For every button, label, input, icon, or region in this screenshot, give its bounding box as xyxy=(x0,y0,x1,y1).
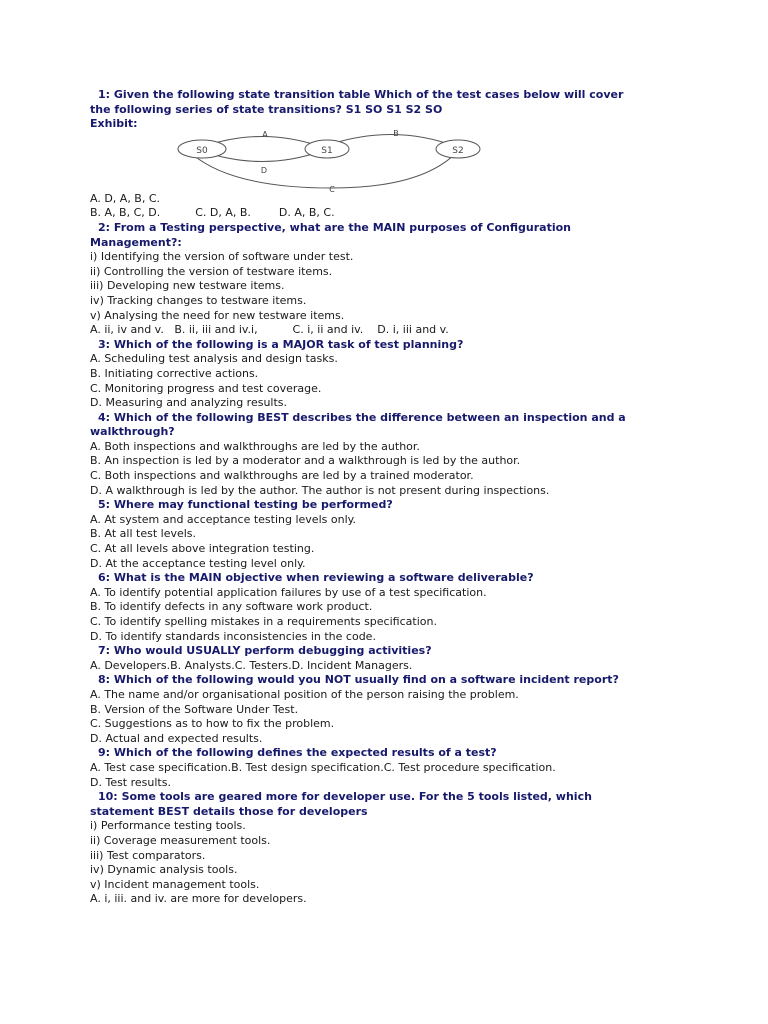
question-2-option: ii) Controlling the version of testware items. xyxy=(90,264,333,278)
question-10 xyxy=(90,790,730,907)
question-8-stem: 8: Which of the following would you NOT usually find on a software incident report? xyxy=(98,673,619,687)
question-2-answers: A. ii, iv and v. B. ii, iii and iv.i, C. i, ii and iv. D. i, iii and v. xyxy=(90,323,449,337)
question-9-option: D. Test results. xyxy=(90,775,171,789)
question-10-option: ii) Coverage measurement tools. xyxy=(90,833,271,847)
question-3-option: D. Measuring and analyzing results. xyxy=(90,396,288,410)
question-6-option: B. To identify defects in any software work product. xyxy=(90,600,373,614)
question-2-option: iv) Tracking changes to testware items. xyxy=(90,293,307,307)
question-10-option: i) Performance testing tools. xyxy=(90,819,246,833)
question-6 xyxy=(90,571,730,644)
question-10-answer: A. i, iii. and iv. are more for developers. xyxy=(90,892,307,906)
question-5 xyxy=(90,498,730,571)
question-4-stem-cont: walkthrough? xyxy=(90,425,175,439)
question-3 xyxy=(90,338,730,411)
question-10-option: iv) Dynamic analysis tools. xyxy=(90,863,238,877)
question-1-option: A. D, A, B, C. xyxy=(90,191,161,205)
question-10-option: v) Incident management tools. xyxy=(90,877,260,891)
question-6-option: D. To identify standards inconsistencies in the code. xyxy=(90,629,376,643)
question-6-option: A. To identify potential application failures by use of a test specification. xyxy=(90,585,487,599)
question-2 xyxy=(90,221,730,338)
question-3-option: B. Initiating corrective actions. xyxy=(90,366,259,380)
question-7 xyxy=(90,644,730,673)
question-9-stem: 9: Which of the following defines the expected results of a test? xyxy=(98,746,497,760)
question-8-option: A. The name and/or organisational position of the person raising the problem. xyxy=(90,687,519,701)
exhibit-label: Exhibit: xyxy=(90,117,138,131)
question-4-option: B. An inspection is led by a moderator and a walkthrough is led by the author. xyxy=(90,454,521,468)
question-5-stem: 5: Where may functional testing be performed? xyxy=(98,498,393,512)
question-10-stem-cont: statement BEST details those for developers xyxy=(90,804,368,818)
question-8-option: D. Actual and expected results. xyxy=(90,731,263,745)
question-10-stem: 10: Some tools are geared more for developer use. For the 5 tools listed, which xyxy=(98,790,592,804)
question-5-option: A. At system and acceptance testing levels only. xyxy=(90,512,357,526)
question-4-option: C. Both inspections and walkthroughs are led by a trained moderator. xyxy=(90,469,474,483)
state-transition-diagram xyxy=(90,129,730,192)
state-s2-label: S2 xyxy=(452,145,464,156)
question-1-option: B. A, B, C, D. C. D, A, B. D. A, B, C. xyxy=(90,206,335,220)
question-5-option: D. At the acceptance testing level only. xyxy=(90,556,306,570)
transition-a-label: A xyxy=(262,129,268,139)
question-4-option: A. Both inspections and walkthroughs are led by the author. xyxy=(90,439,420,453)
question-9 xyxy=(90,746,730,790)
question-10-option: iii) Test comparators. xyxy=(90,848,206,862)
question-1-stem-cont: the following series of state transitions? S1 SO S1 S2 SO xyxy=(90,102,443,116)
question-8-option: B. Version of the Software Under Test. xyxy=(90,702,299,716)
question-5-option: C. At all levels above integration testing. xyxy=(90,542,315,556)
transition-d-label: D xyxy=(260,165,268,175)
transition-c-label: C xyxy=(329,184,335,192)
question-4 xyxy=(90,411,730,499)
transition-b-label: B xyxy=(393,129,399,138)
question-7-stem: 7: Who would USUALLY perform debugging activities? xyxy=(98,644,432,658)
question-8 xyxy=(90,673,730,746)
question-2-option: v) Analysing the need for new testware items. xyxy=(90,308,345,322)
question-4-option: D. A walkthrough is led by the author. The author is not present during inspections. xyxy=(90,483,550,497)
question-3-option: C. Monitoring progress and test coverage. xyxy=(90,381,322,395)
state-s1-label: S1 xyxy=(321,145,333,156)
question-8-option: C. Suggestions as to how to fix the problem. xyxy=(90,717,335,731)
question-1-stem: 1: Given the following state transition table Which of the test cases below will cover xyxy=(98,88,624,101)
state-diagram-figure xyxy=(172,130,484,192)
question-1 xyxy=(90,88,730,221)
question-4-stem: 4: Which of the following BEST describes the difference between an inspection and a xyxy=(98,410,626,424)
question-7-option: A. Developers.B. Analysts.C. Testers.D. Incident Managers. xyxy=(90,658,413,672)
question-2-stem: 2: From a Testing perspective, what are the MAIN purposes of Configuration xyxy=(98,220,571,234)
question-9-option: A. Test case specification.B. Test design specification.C. Test procedure specification. xyxy=(90,760,556,774)
question-2-option: iii) Developing new testware items. xyxy=(90,279,285,293)
question-2-option: i) Identifying the version of software under test. xyxy=(90,250,354,264)
question-5-option: B. At all test levels. xyxy=(90,527,197,541)
question-2-stem-cont: Management?: xyxy=(90,235,182,249)
question-6-option: C. To identify spelling mistakes in a requirements specification. xyxy=(90,615,437,628)
question-3-option: A. Scheduling test analysis and design tasks. xyxy=(90,352,338,366)
question-3-stem: 3: Which of the following is a MAJOR task of test planning? xyxy=(98,337,464,351)
document-page xyxy=(90,88,730,907)
question-6-stem: 6: What is the MAIN objective when reviewing a software deliverable? xyxy=(98,571,534,585)
state-s0-label: S0 xyxy=(196,145,208,156)
